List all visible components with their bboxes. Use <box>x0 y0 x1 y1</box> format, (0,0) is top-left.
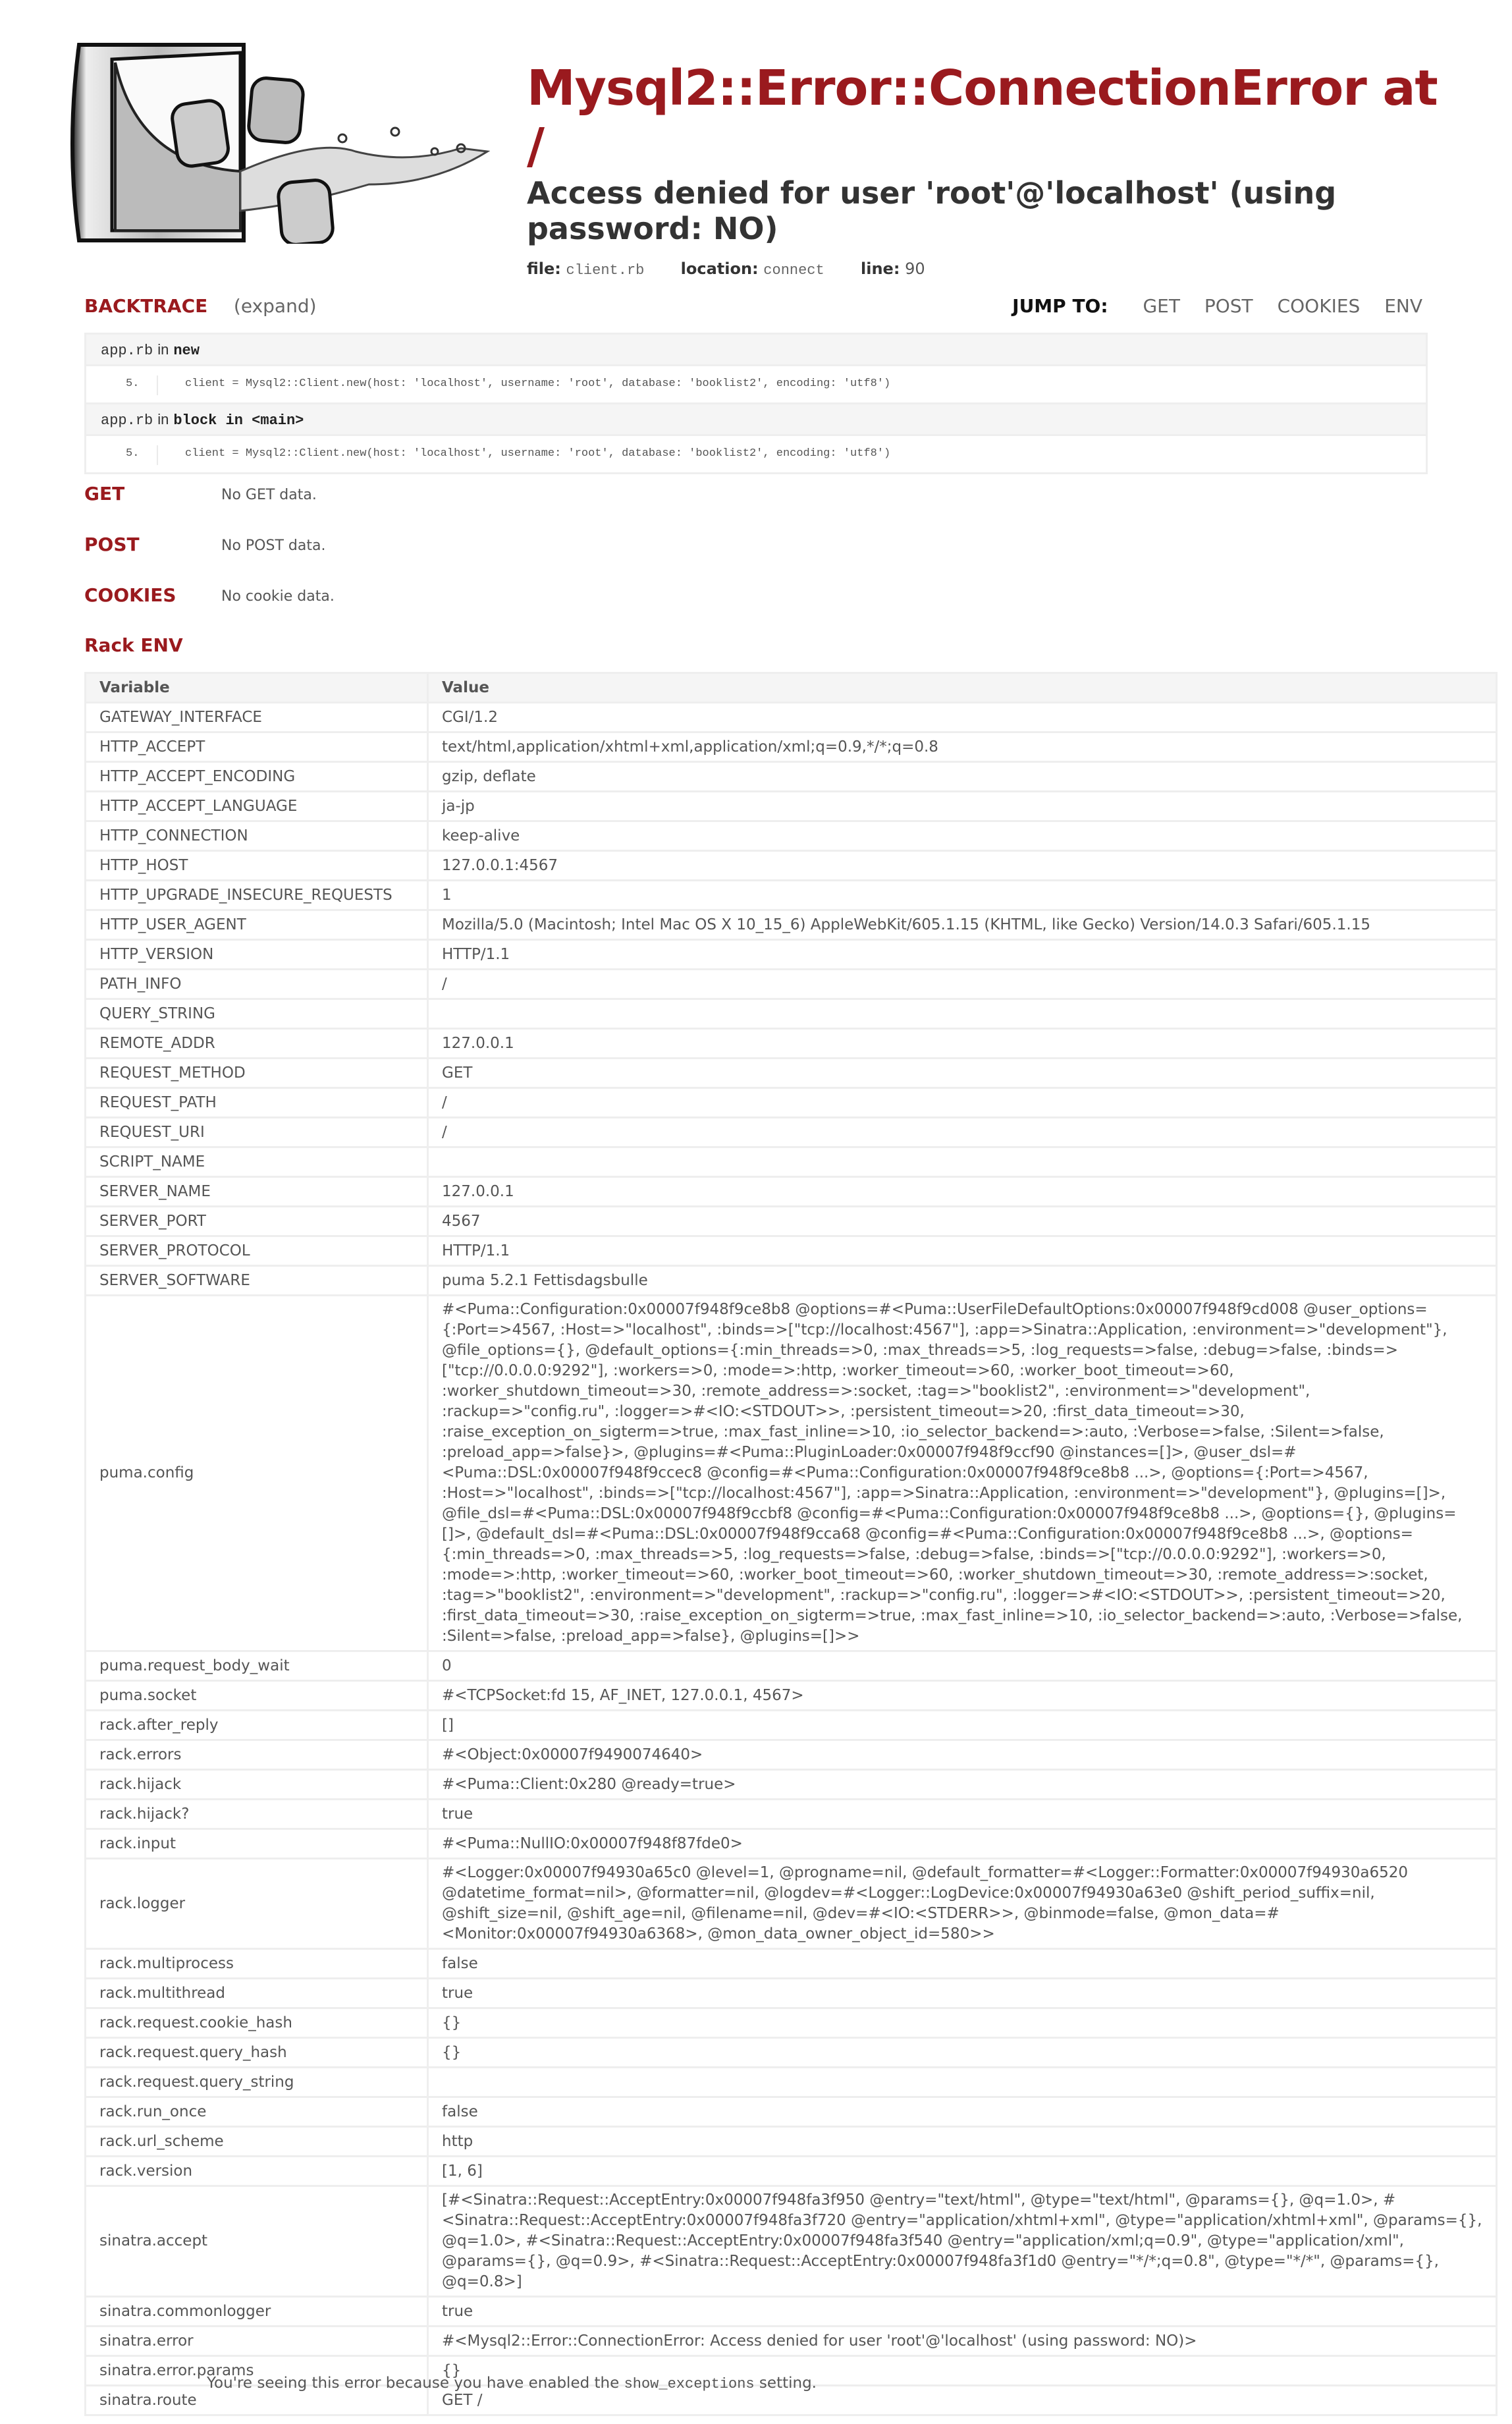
cookies-section-text: No cookie data. <box>221 588 335 605</box>
file-value: client.rb <box>566 262 645 279</box>
env-variable-name: rack.multiprocess <box>86 1949 428 1979</box>
env-variable-value: keep-alive <box>428 821 1497 851</box>
table-row <box>86 792 1497 821</box>
rack-env-table-body <box>86 703 1497 2415</box>
table-row <box>86 2186 1497 2297</box>
env-variable-name: HTTP_UPGRADE_INSECURE_REQUESTS <box>86 881 428 910</box>
backtrace-frame-header[interactable] <box>86 404 1426 436</box>
code-line: client = Mysql2::Client.new(host: 'localhost', username: 'root', database: 'booklist2', encoding: 'utf8') <box>185 447 891 460</box>
code-line-number: 5. <box>126 377 140 390</box>
env-variable-name: sinatra.error <box>86 2327 428 2356</box>
backtrace-list <box>84 333 1428 474</box>
env-variable-value: #<Mysql2::Error::ConnectionError: Access denied for user 'root'@'localhost' (using password: NO)> <box>428 2327 1497 2356</box>
env-variable-value: text/html,application/xhtml+xml,application/xml;q=0.9,*/*;q=0.8 <box>428 732 1497 762</box>
table-row <box>86 703 1497 732</box>
env-variable-value: 1 <box>428 881 1497 910</box>
env-variable-name: rack.input <box>86 1829 428 1859</box>
code-line-number: 5. <box>126 447 140 460</box>
env-variable-name: sinatra.error.params <box>86 2356 428 2386</box>
rack-env-table <box>84 672 1498 2416</box>
env-variable-name: puma.socket <box>86 1681 428 1711</box>
post-section-title: POST <box>84 534 140 555</box>
post-section-text: No POST data. <box>221 537 326 554</box>
env-variable-name: rack.url_scheme <box>86 2127 428 2157</box>
env-variable-value: gzip, deflate <box>428 762 1497 792</box>
table-row <box>86 970 1497 999</box>
env-variable-value: [] <box>428 1711 1497 1740</box>
env-variable-value: #<TCPSocket:fd 15, AF_INET, 127.0.0.1, 4567> <box>428 1681 1497 1711</box>
table-row <box>86 1740 1497 1770</box>
rack-env-section-title: Rack ENV <box>84 634 183 656</box>
table-row <box>86 1266 1497 1296</box>
error-location-meta <box>527 260 1462 279</box>
table-row <box>86 1059 1497 1088</box>
table-row <box>86 1949 1497 1979</box>
env-variable-name: SCRIPT_NAME <box>86 1147 428 1177</box>
table-row <box>86 1979 1497 2008</box>
env-variable-value: / <box>428 1118 1497 1147</box>
env-variable-name: REQUEST_URI <box>86 1118 428 1147</box>
footer-setting-name: show_exceptions <box>624 2376 755 2392</box>
env-variable-name: REMOTE_ADDR <box>86 1029 428 1059</box>
env-variable-name: rack.request.query_hash <box>86 2038 428 2068</box>
table-row <box>86 1147 1497 1177</box>
frame-function: new <box>173 343 200 359</box>
frame-function: block in <main> <box>173 412 304 429</box>
table-row <box>86 1681 1497 1711</box>
table-row <box>86 732 1497 762</box>
env-variable-value: false <box>428 1949 1497 1979</box>
cookies-section-title: COOKIES <box>84 584 176 606</box>
backtrace-title: BACKTRACE <box>84 295 208 317</box>
env-variable-name: rack.version <box>86 2157 428 2186</box>
env-variable-value <box>428 999 1497 1029</box>
env-variable-value: #<Object:0x00007f9490074640> <box>428 1740 1497 1770</box>
env-variable-value: / <box>428 1088 1497 1118</box>
env-variable-name: SERVER_PORT <box>86 1207 428 1236</box>
jump-link-get[interactable]: GET <box>1143 295 1180 317</box>
env-variable-name: rack.run_once <box>86 2097 428 2127</box>
env-variable-name: SERVER_PROTOCOL <box>86 1236 428 1266</box>
footer-note <box>207 2375 817 2392</box>
env-variable-name: HTTP_ACCEPT <box>86 732 428 762</box>
frame-file: app.rb <box>101 412 153 429</box>
table-row <box>86 1207 1497 1236</box>
env-variable-name: HTTP_CONNECTION <box>86 821 428 851</box>
backtrace-frame-code <box>86 436 1426 472</box>
env-variable-value: GET / <box>428 2386 1497 2415</box>
table-row <box>86 2297 1497 2327</box>
table-row <box>86 1859 1497 1949</box>
env-variable-name: QUERY_STRING <box>86 999 428 1029</box>
env-variable-value <box>428 2068 1497 2097</box>
code-gutter-divider <box>157 375 158 395</box>
env-variable-name: puma.config <box>86 1296 428 1651</box>
file-label: file: <box>527 260 561 278</box>
backtrace-bar <box>84 295 1422 321</box>
env-variable-name: SERVER_SOFTWARE <box>86 1266 428 1296</box>
table-row <box>86 1651 1497 1681</box>
env-variable-name: rack.hijack? <box>86 1800 428 1829</box>
get-section-text: No GET data. <box>221 487 317 503</box>
frame-in-label: in <box>157 411 169 427</box>
env-variable-value: HTTP/1.1 <box>428 940 1497 970</box>
jump-to-label: JUMP TO: <box>1012 295 1108 317</box>
env-variable-value: CGI/1.2 <box>428 703 1497 732</box>
env-variable-name: HTTP_ACCEPT_LANGUAGE <box>86 792 428 821</box>
table-row <box>86 821 1497 851</box>
table-row <box>86 1236 1497 1266</box>
env-variable-value: / <box>428 970 1497 999</box>
env-variable-value: 127.0.0.1 <box>428 1029 1497 1059</box>
error-title: Mysql2::Error::ConnectionError at / <box>527 60 1438 175</box>
env-variable-value: [1, 6] <box>428 2157 1497 2186</box>
env-variable-name: GATEWAY_INTERFACE <box>86 703 428 732</box>
location-label: location: <box>680 260 759 278</box>
table-row <box>86 910 1497 940</box>
column-header-variable: Variable <box>86 673 428 703</box>
env-variable-value: true <box>428 1800 1497 1829</box>
env-variable-value: true <box>428 1979 1497 2008</box>
env-variable-value: puma 5.2.1 Fettisdagsbulle <box>428 1266 1497 1296</box>
env-variable-value: #<Puma::NullIO:0x00007f948f87fde0> <box>428 1829 1497 1859</box>
table-row <box>86 2068 1497 2097</box>
get-section-title: GET <box>84 483 125 505</box>
env-variable-value: #<Puma::Client:0x280 @ready=true> <box>428 1770 1497 1800</box>
table-row <box>86 851 1497 881</box>
table-row <box>86 2038 1497 2068</box>
table-row <box>86 881 1497 910</box>
env-variable-name: rack.request.query_string <box>86 2068 428 2097</box>
env-variable-value: {} <box>428 2008 1497 2038</box>
env-variable-name: rack.errors <box>86 1740 428 1770</box>
env-variable-value: #<Logger:0x00007f94930a65c0 @level=1, @progname=nil, @default_formatter=#<Logger::Formatter:0x00007f94930a6520 @datetime_format=nil>, @formatter=nil, @logdev=#<Logger::LogDevice:0x00007f94930a63e0 @shift_period_suffix=nil, @shift_size=nil, @shift_age=nil, @filename=nil, @dev=#<IO:<STDERR>>, @binmode=false, @mon_data=#<Monitor:0x00007f94930a6368>, @mon_data_owner_object_id=580>> <box>428 1859 1497 1949</box>
env-variable-value: 0 <box>428 1651 1497 1681</box>
frame-file: app.rb <box>101 343 153 359</box>
table-row <box>86 940 1497 970</box>
env-variable-name: PATH_INFO <box>86 970 428 999</box>
expand-backtrace-link[interactable]: (expand) <box>233 295 317 317</box>
env-variable-value: HTTP/1.1 <box>428 1236 1497 1266</box>
env-variable-name: sinatra.commonlogger <box>86 2297 428 2327</box>
footer-text-after: setting. <box>754 2375 817 2392</box>
location-value: connect <box>763 262 824 279</box>
jump-to-nav <box>1012 295 1422 317</box>
env-variable-value: {} <box>428 2038 1497 2068</box>
table-row <box>86 999 1497 1029</box>
code-gutter-divider <box>157 445 158 465</box>
table-row <box>86 2097 1497 2127</box>
table-row <box>86 762 1497 792</box>
table-row <box>86 2157 1497 2186</box>
frame-in-label: in <box>157 341 169 358</box>
env-variable-name: rack.after_reply <box>86 1711 428 1740</box>
error-message: Access denied for user 'root'@'localhost' (using password: NO) <box>527 175 1337 246</box>
table-row <box>86 1029 1497 1059</box>
table-row <box>86 1177 1497 1207</box>
env-variable-value: http <box>428 2127 1497 2157</box>
table-row <box>86 2327 1497 2356</box>
header <box>0 0 1512 279</box>
env-variable-name: rack.hijack <box>86 1770 428 1800</box>
table-row <box>86 1296 1497 1651</box>
env-variable-name: REQUEST_PATH <box>86 1088 428 1118</box>
env-variable-name: sinatra.accept <box>86 2186 428 2297</box>
env-variable-name: HTTP_ACCEPT_ENCODING <box>86 762 428 792</box>
env-variable-value: ja-jp <box>428 792 1497 821</box>
jump-link-post[interactable]: POST <box>1204 295 1253 317</box>
table-row <box>86 1829 1497 1859</box>
table-row <box>86 1770 1497 1800</box>
backtrace-frame-header[interactable] <box>86 335 1426 366</box>
code-line: client = Mysql2::Client.new(host: 'localhost', username: 'root', database: 'booklist2', encoding: 'utf8') <box>185 377 891 390</box>
table-row <box>86 1711 1497 1740</box>
env-variable-value: [#<Sinatra::Request::AcceptEntry:0x00007f948fa3f950 @entry="text/html", @type="text/html", @params={}, @q=1.0>, #<Sinatra::Request::AcceptEntry:0x00007f948fa3f720 @entry="application/xhtml+xml", @type="application/xhtml+xml", @params={}, @q=1.0>, #<Sinatra::Request::AcceptEntry:0x00007f948fa3f540 @entry="application/xml;q=0.9", @type="application/xml", @params={}, @q=0.9>, #<Sinatra::Request::AcceptEntry:0x00007f948fa3f1d0 @entry="*/*;q=0.8", @type="*/*", @params={}, @q=0.8>] <box>428 2186 1497 2297</box>
env-variable-value: Mozilla/5.0 (Macintosh; Intel Mac OS X 10_15_6) AppleWebKit/605.1.15 (KHTML, like Gecko) Version/14.0.3 Safari/605.1.15 <box>428 910 1497 940</box>
env-variable-name: HTTP_USER_AGENT <box>86 910 428 940</box>
sinatra-glass-logo-icon <box>66 40 514 244</box>
backtrace-frame-code <box>86 366 1426 404</box>
table-row <box>86 1088 1497 1118</box>
env-variable-value: true <box>428 2297 1497 2327</box>
env-variable-value: #<Puma::Configuration:0x00007f948f9ce8b8 @options=#<Puma::UserFileDefaultOptions:0x00007f948f9cd008 @user_options={:Port=>4567, :Host=>"localhost", :binds=>["tcp://localhost:4567"], :app=>Sinatra::Application, :environment=>"development"}, @file_options={}, @default_options={:min_threads=>0, :max_threads=>5, :log_requests=>false, :debug=>false, :binds=>["tcp://0.0.0.0:9292"], :workers=>0, :mode=>:http, :worker_timeout=>60, :worker_boot_timeout=>60, :worker_shutdown_timeout=>30, :remote_address=>:socket, :tag=>"booklist2", :environment=>"development", :rackup=>"config.ru", :logger=>#<IO:<STDOUT>>, :persistent_timeout=>20, :first_data_timeout=>30, :raise_exception_on_sigterm=>true, :max_fast_inline=>10, :io_selector_backend=>:auto, :Verbose=>false, :Silent=>false, :preload_app=>false}>, @plugins=#<Puma::PluginLoader:0x00007f948f9ccf90 @instances=[]>, @user_dsl=#<Puma::DSL:0x00007f948f9ccec8 @config=#<Puma::Configuration:0x00007f948f9ce8b8 ...>, @options={:Port=>4567, :Host=>"localhost", :binds=>["tcp://localhost:4567"], :app=>Sinatra::Application, :environment=>"development"}, @plugins=[]>, @file_dsl=#<Puma::DSL:0x00007f948f9ccbf8 @config=#<Puma::Configuration:0x00007f948f9ce8b8 ...>, @options={}, @plugins=[]>, @default_dsl=#<Puma::DSL:0x00007f948f9cca68 @config=#<Puma::Configuration:0x00007f948f9ce8b8 ...>, @options={:min_threads=>0, :max_threads=>5, :log_requests=>false, :debug=>false, :binds=>["tcp://0.0.0.0:9292"], :workers=>0, :mode=>:http, :worker_timeout=>60, :worker_boot_timeout=>60, :worker_shutdown_timeout=>30, :remote_address=>:socket, :tag=>"booklist2", :environment=>"development", :rackup=>"config.ru", :logger=>#<IO:<STDOUT>>, :persistent_timeout=>20, :first_data_timeout=>30, :raise_exception_on_sigterm=>true, :max_fast_inline=>10, :io_selector_backend=>:auto, :Verbose=>false, :Silent=>false, :preload_app=>false}, @plugins=[]>> <box>428 1296 1497 1651</box>
footer-text-before: You're seeing this error because you have enabled the <box>207 2375 624 2392</box>
env-variable-name: puma.request_body_wait <box>86 1651 428 1681</box>
env-variable-value <box>428 1147 1497 1177</box>
env-variable-name: HTTP_HOST <box>86 851 428 881</box>
env-variable-name: sinatra.route <box>86 2386 428 2415</box>
env-variable-name: REQUEST_METHOD <box>86 1059 428 1088</box>
env-variable-value: 4567 <box>428 1207 1497 1236</box>
env-variable-value: GET <box>428 1059 1497 1088</box>
jump-link-cookies[interactable]: COOKIES <box>1277 295 1361 317</box>
env-variable-value: 127.0.0.1 <box>428 1177 1497 1207</box>
env-variable-value: false <box>428 2097 1497 2127</box>
table-row <box>86 1800 1497 1829</box>
error-title-block <box>527 59 1462 279</box>
env-variable-name: SERVER_NAME <box>86 1177 428 1207</box>
table-row <box>86 1118 1497 1147</box>
env-variable-name: rack.logger <box>86 1859 428 1949</box>
line-label: line: <box>861 260 900 278</box>
line-value: 90 <box>905 260 925 278</box>
table-row <box>86 2127 1497 2157</box>
env-variable-name: rack.multithread <box>86 1979 428 2008</box>
env-variable-name: HTTP_VERSION <box>86 940 428 970</box>
table-row <box>86 2008 1497 2038</box>
column-header-value: Value <box>428 673 1497 703</box>
env-variable-value: {} <box>428 2356 1497 2386</box>
table-header-row <box>86 673 1497 703</box>
env-variable-value: 127.0.0.1:4567 <box>428 851 1497 881</box>
env-variable-name: rack.request.cookie_hash <box>86 2008 428 2038</box>
jump-link-env[interactable]: ENV <box>1384 295 1422 317</box>
